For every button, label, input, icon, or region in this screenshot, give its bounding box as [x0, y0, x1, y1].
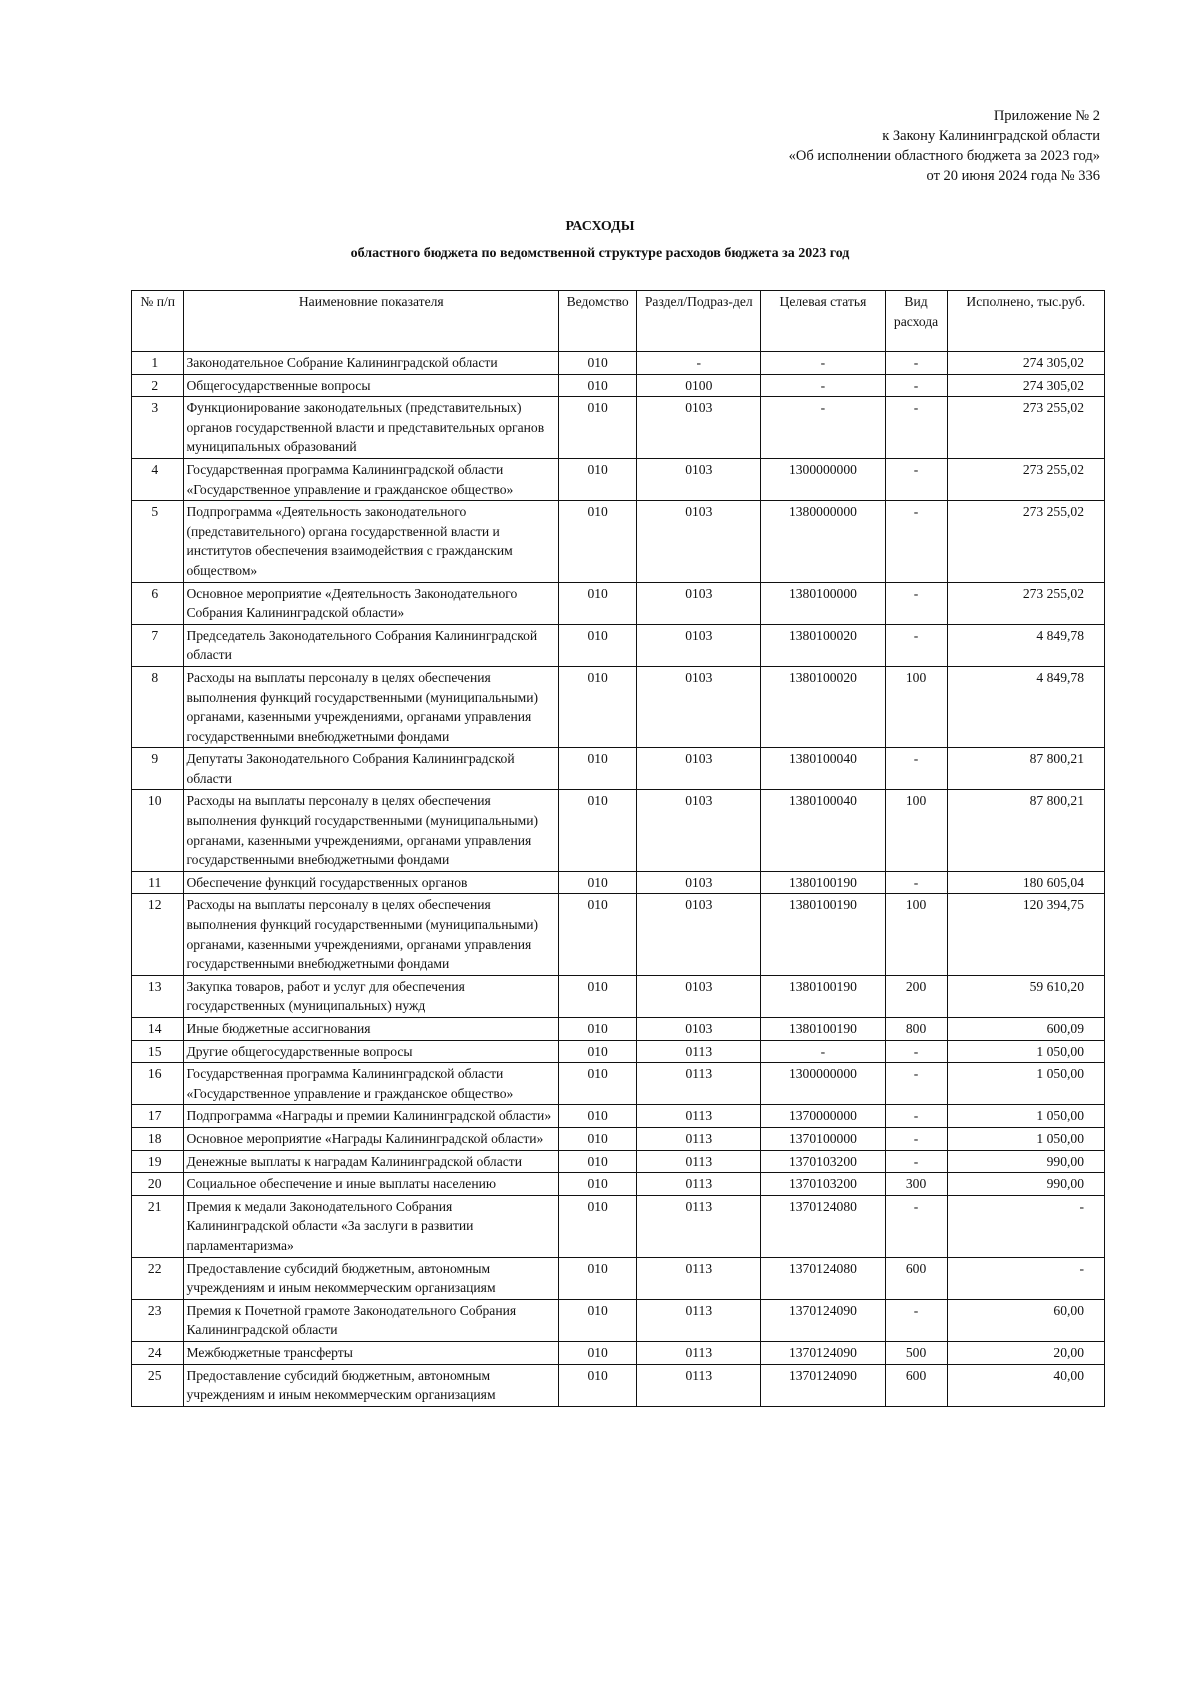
cell-dept: 010	[559, 871, 637, 894]
table-row	[132, 582, 1105, 624]
cell-dept: 010	[559, 1341, 637, 1364]
cell-target: 1380100190	[761, 975, 885, 1017]
table-row	[132, 458, 1105, 500]
cell-dept: 010	[559, 1018, 637, 1041]
cell-dept: 010	[559, 501, 637, 582]
cell-dept: 010	[559, 1127, 637, 1150]
cell-section: 0103	[637, 624, 761, 666]
cell-section: 0100	[637, 374, 761, 397]
cell-section: 0103	[637, 582, 761, 624]
cell-target: 1380000000	[761, 501, 885, 582]
cell-name: Председатель Законодательного Собрания Калининградской области	[184, 624, 559, 666]
cell-name: Межбюджетные трансферты	[184, 1341, 559, 1364]
cell-name: Премия к Почетной грамоте Законодательного Собрания Калининградской области	[184, 1299, 559, 1341]
cell-name: Функционирование законодательных (представительных) органов государственной власти и представительных органов муниципальных образований	[184, 397, 559, 459]
cell-amount: 4 849,78	[947, 624, 1104, 666]
cell-kind: -	[885, 582, 947, 624]
cell-name: Подпрограмма «Награды и премии Калининградской области»	[184, 1105, 559, 1128]
cell-kind: -	[885, 1150, 947, 1173]
table-row	[132, 1063, 1105, 1105]
cell-target: 1370124090	[761, 1341, 885, 1364]
cell-section: 0113	[637, 1040, 761, 1063]
cell-kind: -	[885, 501, 947, 582]
table-row	[132, 748, 1105, 790]
cell-amount: 20,00	[947, 1341, 1104, 1364]
cell-amount: 4 849,78	[947, 666, 1104, 747]
cell-name: Предоставление субсидий бюджетным, автономным учреждениям и иным некоммерческим организациям	[184, 1257, 559, 1299]
appendix-line-1: Приложение № 2	[993, 108, 1100, 124]
col-header-name: Наименовние показателя	[184, 291, 559, 352]
cell-num: 1	[132, 352, 184, 375]
table-row	[132, 624, 1105, 666]
cell-target: 1370124090	[761, 1299, 885, 1341]
cell-dept: 010	[559, 582, 637, 624]
cell-section: 0113	[637, 1063, 761, 1105]
cell-name: Государственная программа Калининградской области «Государственное управление и гражданское общество»	[184, 458, 559, 500]
cell-amount: 40,00	[947, 1364, 1104, 1406]
cell-dept: 010	[559, 1195, 637, 1257]
cell-section: 0113	[637, 1105, 761, 1128]
table-row	[132, 1150, 1105, 1173]
table-row	[132, 975, 1105, 1017]
cell-kind: -	[885, 624, 947, 666]
table-row	[132, 1299, 1105, 1341]
cell-num: 22	[132, 1257, 184, 1299]
cell-dept: 010	[559, 1364, 637, 1406]
cell-dept: 010	[559, 1173, 637, 1196]
cell-target: -	[761, 1040, 885, 1063]
cell-amount: 1 050,00	[947, 1105, 1104, 1128]
cell-section: 0103	[637, 748, 761, 790]
cell-dept: 010	[559, 1063, 637, 1105]
appendix-line-2: к Закону Калининградской области	[882, 128, 1100, 144]
cell-target: 1370124080	[761, 1257, 885, 1299]
table-row	[132, 1173, 1105, 1196]
table-row	[132, 397, 1105, 459]
cell-dept: 010	[559, 352, 637, 375]
col-header-num: № п/п	[132, 291, 184, 352]
col-header-section: Раздел/Подраз-дел	[637, 291, 761, 352]
col-header-target: Целевая статья	[761, 291, 885, 352]
cell-kind: -	[885, 397, 947, 459]
cell-num: 12	[132, 894, 184, 975]
cell-kind: 200	[885, 975, 947, 1017]
cell-kind: -	[885, 871, 947, 894]
cell-name: Расходы на выплаты персоналу в целях обеспечения выполнения функций государственными (муниципальными) органами, казенными учреждениями, органами управления государственными внебюджетными фондами	[184, 666, 559, 747]
table-row	[132, 666, 1105, 747]
cell-amount: 273 255,02	[947, 501, 1104, 582]
cell-kind: 100	[885, 790, 947, 871]
cell-section: 0113	[637, 1150, 761, 1173]
cell-kind: -	[885, 1063, 947, 1105]
cell-kind: 600	[885, 1364, 947, 1406]
cell-dept: 010	[559, 374, 637, 397]
cell-section: 0113	[637, 1341, 761, 1364]
appendix-header	[789, 106, 1100, 186]
cell-target: 1370103200	[761, 1173, 885, 1196]
cell-section: 0113	[637, 1127, 761, 1150]
cell-num: 7	[132, 624, 184, 666]
cell-amount: 990,00	[947, 1150, 1104, 1173]
cell-num: 17	[132, 1105, 184, 1128]
cell-target: 1380100190	[761, 1018, 885, 1041]
cell-num: 4	[132, 458, 184, 500]
cell-kind: 300	[885, 1173, 947, 1196]
cell-section: 0103	[637, 501, 761, 582]
cell-name: Расходы на выплаты персоналу в целях обеспечения выполнения функций государственными (муниципальными) органами, казенными учреждениями, органами управления государственными внебюджетными фондами	[184, 894, 559, 975]
cell-name: Подпрограмма «Деятельность законодательного (представительного) органа государственной власти и институтов обеспечения взаимодействия с гражданским обществом»	[184, 501, 559, 582]
cell-amount: 990,00	[947, 1173, 1104, 1196]
cell-section: 0113	[637, 1364, 761, 1406]
cell-name: Премия к медали Законодательного Собрания Калининградской области «За заслуги в развитии парламентаризма»	[184, 1195, 559, 1257]
cell-kind: -	[885, 1195, 947, 1257]
cell-target: 1380100040	[761, 748, 885, 790]
cell-name: Закупка товаров, работ и услуг для обеспечения государственных (муниципальных) нужд	[184, 975, 559, 1017]
cell-dept: 010	[559, 1040, 637, 1063]
cell-num: 10	[132, 790, 184, 871]
cell-name: Расходы на выплаты персоналу в целях обеспечения выполнения функций государственными (муниципальными) органами, казенными учреждениями, органами управления государственными внебюджетными фондами	[184, 790, 559, 871]
cell-dept: 010	[559, 790, 637, 871]
cell-dept: 010	[559, 1299, 637, 1341]
cell-amount: 60,00	[947, 1299, 1104, 1341]
table-row	[132, 352, 1105, 375]
table-row	[132, 1040, 1105, 1063]
cell-name: Основное мероприятие «Награды Калининградской области»	[184, 1127, 559, 1150]
table-row	[132, 1195, 1105, 1257]
cell-section: 0113	[637, 1195, 761, 1257]
cell-section: 0103	[637, 458, 761, 500]
cell-section: 0103	[637, 1018, 761, 1041]
cell-dept: 010	[559, 397, 637, 459]
cell-num: 11	[132, 871, 184, 894]
cell-amount: 273 255,02	[947, 458, 1104, 500]
cell-section: -	[637, 352, 761, 375]
table-row	[132, 1257, 1105, 1299]
table-row	[132, 1018, 1105, 1041]
cell-amount: 600,09	[947, 1018, 1104, 1041]
cell-section: 0113	[637, 1299, 761, 1341]
cell-dept: 010	[559, 666, 637, 747]
cell-target: 1370100000	[761, 1127, 885, 1150]
cell-name: Денежные выплаты к наградам Калининградской области	[184, 1150, 559, 1173]
cell-kind: -	[885, 1127, 947, 1150]
table-body	[132, 352, 1105, 1407]
table-row	[132, 894, 1105, 975]
table-row	[132, 1127, 1105, 1150]
table-row	[132, 1341, 1105, 1364]
cell-amount: 1 050,00	[947, 1063, 1104, 1105]
cell-name: Законодательное Собрание Калининградской области	[184, 352, 559, 375]
cell-num: 2	[132, 374, 184, 397]
cell-amount: 274 305,02	[947, 352, 1104, 375]
cell-dept: 010	[559, 975, 637, 1017]
table-row	[132, 501, 1105, 582]
cell-target: 1380100000	[761, 582, 885, 624]
cell-amount: 273 255,02	[947, 582, 1104, 624]
cell-dept: 010	[559, 1150, 637, 1173]
cell-kind: 100	[885, 894, 947, 975]
cell-target: 1370124080	[761, 1195, 885, 1257]
cell-num: 23	[132, 1299, 184, 1341]
col-header-kind: Вид расхода	[885, 291, 947, 352]
cell-amount: 59 610,20	[947, 975, 1104, 1017]
cell-amount: 1 050,00	[947, 1040, 1104, 1063]
cell-section: 0103	[637, 975, 761, 1017]
appendix-line-3: «Об исполнении областного бюджета за 2023 год»	[788, 148, 1100, 164]
col-header-amount: Исполнено, тыс.руб.	[947, 291, 1104, 352]
table-row	[132, 871, 1105, 894]
document-subtitle: областного бюджета по ведомственной структуре расходов бюджета за 2023 год	[350, 246, 850, 261]
cell-target: -	[761, 397, 885, 459]
cell-num: 8	[132, 666, 184, 747]
cell-dept: 010	[559, 1105, 637, 1128]
cell-name: Другие общегосударственные вопросы	[184, 1040, 559, 1063]
cell-kind: -	[885, 1299, 947, 1341]
cell-kind: -	[885, 1040, 947, 1063]
table-row	[132, 790, 1105, 871]
cell-amount: 87 800,21	[947, 790, 1104, 871]
cell-num: 13	[132, 975, 184, 1017]
cell-dept: 010	[559, 458, 637, 500]
cell-name: Предоставление субсидий бюджетным, автономным учреждениям и иным некоммерческим организациям	[184, 1364, 559, 1406]
cell-num: 20	[132, 1173, 184, 1196]
cell-amount: 273 255,02	[947, 397, 1104, 459]
cell-target: 1370103200	[761, 1150, 885, 1173]
cell-kind: -	[885, 374, 947, 397]
cell-num: 16	[132, 1063, 184, 1105]
cell-num: 14	[132, 1018, 184, 1041]
cell-kind: 800	[885, 1018, 947, 1041]
cell-kind: 500	[885, 1341, 947, 1364]
cell-name: Обеспечение функций государственных органов	[184, 871, 559, 894]
cell-name: Социальное обеспечение и иные выплаты населению	[184, 1173, 559, 1196]
cell-target: 1300000000	[761, 458, 885, 500]
cell-section: 0103	[637, 871, 761, 894]
cell-name: Основное мероприятие «Деятельность Законодательного Собрания Калининградской области»	[184, 582, 559, 624]
cell-dept: 010	[559, 748, 637, 790]
cell-target: -	[761, 374, 885, 397]
cell-amount: 120 394,75	[947, 894, 1104, 975]
cell-amount: 180 605,04	[947, 871, 1104, 894]
cell-target: 1380100040	[761, 790, 885, 871]
cell-num: 5	[132, 501, 184, 582]
cell-target: 1370000000	[761, 1105, 885, 1128]
cell-target: 1300000000	[761, 1063, 885, 1105]
cell-num: 3	[132, 397, 184, 459]
cell-amount: -	[947, 1195, 1104, 1257]
document-title: РАСХОДЫ	[565, 219, 635, 234]
cell-num: 21	[132, 1195, 184, 1257]
cell-section: 0103	[637, 790, 761, 871]
cell-target: 1380100190	[761, 894, 885, 975]
table-row	[132, 1364, 1105, 1406]
cell-dept: 010	[559, 894, 637, 975]
cell-section: 0103	[637, 894, 761, 975]
cell-amount: 87 800,21	[947, 748, 1104, 790]
cell-name: Депутаты Законодательного Собрания Калининградской области	[184, 748, 559, 790]
cell-amount: 1 050,00	[947, 1127, 1104, 1150]
cell-kind: -	[885, 352, 947, 375]
cell-num: 18	[132, 1127, 184, 1150]
cell-name: Общегосударственные вопросы	[184, 374, 559, 397]
cell-num: 24	[132, 1341, 184, 1364]
cell-name: Иные бюджетные ассигнования	[184, 1018, 559, 1041]
cell-kind: -	[885, 1105, 947, 1128]
cell-kind: 600	[885, 1257, 947, 1299]
cell-num: 9	[132, 748, 184, 790]
cell-section: 0103	[637, 397, 761, 459]
cell-section: 0113	[637, 1173, 761, 1196]
cell-dept: 010	[559, 1257, 637, 1299]
cell-kind: -	[885, 748, 947, 790]
cell-kind: -	[885, 458, 947, 500]
cell-target: 1380100020	[761, 666, 885, 747]
cell-target: 1370124090	[761, 1364, 885, 1406]
expenses-table	[131, 290, 1105, 1407]
cell-num: 6	[132, 582, 184, 624]
cell-section: 0103	[637, 666, 761, 747]
table-row	[132, 1105, 1105, 1128]
cell-target: 1380100020	[761, 624, 885, 666]
cell-num: 25	[132, 1364, 184, 1406]
cell-num: 15	[132, 1040, 184, 1063]
appendix-line-4: от 20 июня 2024 года № 336	[926, 168, 1100, 184]
cell-section: 0113	[637, 1257, 761, 1299]
cell-name: Государственная программа Калининградской области «Государственное управление и гражданское общество»	[184, 1063, 559, 1105]
cell-dept: 010	[559, 624, 637, 666]
cell-target: -	[761, 352, 885, 375]
cell-target: 1380100190	[761, 871, 885, 894]
col-header-dept: Ведомство	[559, 291, 637, 352]
table-row	[132, 374, 1105, 397]
cell-kind: 100	[885, 666, 947, 747]
cell-amount: -	[947, 1257, 1104, 1299]
cell-amount: 274 305,02	[947, 374, 1104, 397]
table-header-row	[132, 291, 1105, 352]
cell-num: 19	[132, 1150, 184, 1173]
